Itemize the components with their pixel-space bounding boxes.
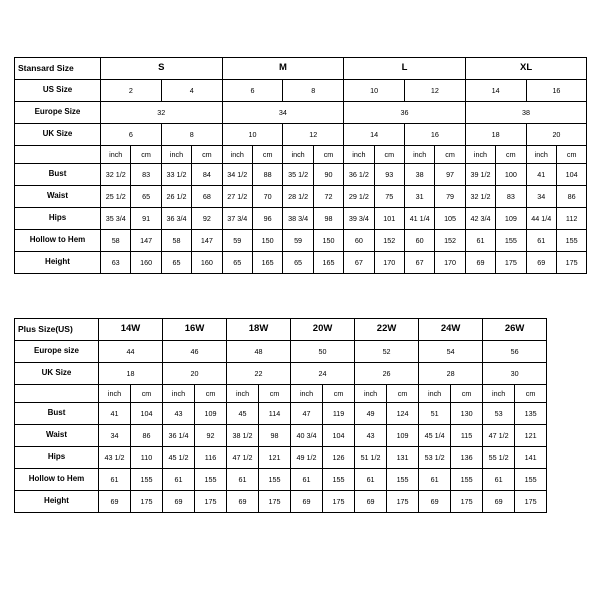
cell: 47 1/2 — [483, 425, 515, 447]
plus-size-table — [14, 318, 547, 513]
cell: 41 — [526, 164, 556, 186]
cell: 32 1/2 — [101, 164, 131, 186]
unit-cell: cm — [252, 146, 282, 164]
table-row — [15, 469, 547, 491]
table-row — [15, 252, 587, 274]
cell: 165 — [313, 252, 343, 274]
cell: 136 — [451, 447, 483, 469]
cell: 109 — [496, 208, 526, 230]
group-header-l: L — [344, 58, 466, 80]
cell: 38 — [465, 102, 587, 124]
cell: 165 — [252, 252, 282, 274]
cell: 18 — [99, 363, 163, 385]
table-row — [15, 425, 547, 447]
unit-cell: cm — [195, 385, 227, 403]
cell: 101 — [374, 208, 404, 230]
cell: 68 — [192, 186, 222, 208]
cell: 20 — [163, 363, 227, 385]
cell: 104 — [131, 403, 163, 425]
cell: 86 — [556, 186, 586, 208]
table-row-units — [15, 146, 587, 164]
cell: 155 — [323, 469, 355, 491]
cell: 59 — [222, 230, 252, 252]
row-label-bust: Bust — [15, 164, 101, 186]
cell: 100 — [496, 164, 526, 186]
cell: 20 — [526, 124, 587, 146]
cell: 32 1/2 — [465, 186, 495, 208]
table-row — [15, 208, 587, 230]
unit-cell: inch — [161, 146, 191, 164]
unit-cell: inch — [355, 385, 387, 403]
cell: 54 — [419, 341, 483, 363]
cell: 155 — [451, 469, 483, 491]
cell: 79 — [435, 186, 465, 208]
cell: 170 — [374, 252, 404, 274]
unit-cell: cm — [435, 146, 465, 164]
unit-cell: cm — [131, 146, 161, 164]
group-header-m: M — [222, 58, 344, 80]
cell: 126 — [323, 447, 355, 469]
cell: 69 — [419, 491, 451, 513]
cell: 61 — [99, 469, 131, 491]
cell: 116 — [195, 447, 227, 469]
cell: 34 — [222, 102, 344, 124]
unit-cell: inch — [101, 146, 131, 164]
cell: 38 1/2 — [227, 425, 259, 447]
cell: 4 — [161, 80, 222, 102]
cell: 69 — [227, 491, 259, 513]
cell: 112 — [556, 208, 586, 230]
unit-cell: cm — [451, 385, 483, 403]
table-row — [15, 403, 547, 425]
cell: 155 — [195, 469, 227, 491]
cell: 27 1/2 — [222, 186, 252, 208]
cell: 51 — [419, 403, 451, 425]
cell: 109 — [387, 425, 419, 447]
cell: 28 1/2 — [283, 186, 313, 208]
cell: 70 — [252, 186, 282, 208]
row-label-uk-size: UK Size — [15, 363, 99, 385]
unit-cell: cm — [515, 385, 547, 403]
table-row — [15, 341, 547, 363]
cell: 45 1/2 — [163, 447, 195, 469]
cell: 53 1/2 — [419, 447, 451, 469]
cell: 84 — [192, 164, 222, 186]
cell: 12 — [404, 80, 465, 102]
unit-cell: cm — [259, 385, 291, 403]
cell: 35 1/2 — [283, 164, 313, 186]
cell: 29 1/2 — [344, 186, 374, 208]
cell: 45 1/4 — [419, 425, 451, 447]
cell: 109 — [195, 403, 227, 425]
cell: 93 — [374, 164, 404, 186]
cell: 83 — [131, 164, 161, 186]
row-label-uk-size: UK Size — [15, 124, 101, 146]
cell: 150 — [252, 230, 282, 252]
cell: 141 — [515, 447, 547, 469]
cell: 36 1/2 — [344, 164, 374, 186]
cell: 60 — [404, 230, 434, 252]
cell: 42 3/4 — [465, 208, 495, 230]
cell: 44 — [99, 341, 163, 363]
cell: 83 — [496, 186, 526, 208]
cell: 104 — [556, 164, 586, 186]
cell: 58 — [101, 230, 131, 252]
cell: 61 — [355, 469, 387, 491]
cell: 69 — [99, 491, 131, 513]
cell: 98 — [259, 425, 291, 447]
plus-corner-label: Plus Size(US) — [15, 319, 99, 341]
cell: 150 — [313, 230, 343, 252]
cell: 16 — [404, 124, 465, 146]
cell: 18 — [465, 124, 526, 146]
cell: 26 1/2 — [161, 186, 191, 208]
cell: 43 1/2 — [99, 447, 131, 469]
unit-cell: inch — [99, 385, 131, 403]
unit-cell: inch — [283, 146, 313, 164]
cell: 58 — [161, 230, 191, 252]
row-label-height: Height — [15, 252, 101, 274]
table-row — [15, 102, 587, 124]
unit-cell: cm — [556, 146, 586, 164]
table-row — [15, 319, 547, 341]
row-label-bust: Bust — [15, 403, 99, 425]
cell: 30 — [483, 363, 547, 385]
cell: 34 — [526, 186, 556, 208]
cell: 6 — [222, 80, 283, 102]
cell: 44 1/4 — [526, 208, 556, 230]
cell: 36 — [344, 102, 466, 124]
cell: 32 — [101, 102, 223, 124]
cell: 147 — [192, 230, 222, 252]
cell: 22 — [227, 363, 291, 385]
standard-size-table — [14, 57, 587, 274]
table-row — [15, 491, 547, 513]
cell: 8 — [283, 80, 344, 102]
cell: 160 — [192, 252, 222, 274]
cell: 38 3/4 — [283, 208, 313, 230]
cell: 34 1/2 — [222, 164, 252, 186]
cell: 69 — [163, 491, 195, 513]
cell: 36 1/4 — [163, 425, 195, 447]
cell: 124 — [387, 403, 419, 425]
cell: 65 — [131, 186, 161, 208]
unit-cell: inch — [291, 385, 323, 403]
cell: 14 — [344, 124, 405, 146]
cell: 59 — [283, 230, 313, 252]
cell: 36 3/4 — [161, 208, 191, 230]
row-label-waist: Waist — [15, 186, 101, 208]
cell: 61 — [526, 230, 556, 252]
cell: 43 — [163, 403, 195, 425]
unit-row-corner — [15, 385, 99, 403]
cell: 96 — [252, 208, 282, 230]
cell: 69 — [291, 491, 323, 513]
table-row-units — [15, 385, 547, 403]
group-header-24w: 24W — [419, 319, 483, 341]
cell: 50 — [291, 341, 355, 363]
cell: 31 — [404, 186, 434, 208]
row-label-hips: Hips — [15, 208, 101, 230]
cell: 33 1/2 — [161, 164, 191, 186]
cell: 2 — [101, 80, 162, 102]
cell: 110 — [131, 447, 163, 469]
group-header-20w: 20W — [291, 319, 355, 341]
cell: 155 — [259, 469, 291, 491]
cell: 175 — [323, 491, 355, 513]
cell: 38 — [404, 164, 434, 186]
cell: 12 — [283, 124, 344, 146]
row-label-hollow-to-hem: Hollow to Hem — [15, 469, 99, 491]
group-header-s: S — [101, 58, 223, 80]
cell: 55 1/2 — [483, 447, 515, 469]
unit-cell: inch — [526, 146, 556, 164]
unit-cell: inch — [465, 146, 495, 164]
cell: 114 — [259, 403, 291, 425]
cell: 130 — [451, 403, 483, 425]
cell: 34 — [99, 425, 131, 447]
row-label-hips: Hips — [15, 447, 99, 469]
cell: 60 — [344, 230, 374, 252]
table-row — [15, 164, 587, 186]
cell: 86 — [131, 425, 163, 447]
table-row — [15, 58, 587, 80]
cell: 69 — [355, 491, 387, 513]
cell: 39 1/2 — [465, 164, 495, 186]
unit-cell: cm — [496, 146, 526, 164]
cell: 41 — [99, 403, 131, 425]
cell: 65 — [283, 252, 313, 274]
row-label-height: Height — [15, 491, 99, 513]
group-header-16w: 16W — [163, 319, 227, 341]
group-header-18w: 18W — [227, 319, 291, 341]
cell: 69 — [465, 252, 495, 274]
cell: 47 1/2 — [227, 447, 259, 469]
table-row — [15, 447, 547, 469]
cell: 61 — [291, 469, 323, 491]
cell: 61 — [227, 469, 259, 491]
cell: 25 1/2 — [101, 186, 131, 208]
cell: 51 1/2 — [355, 447, 387, 469]
cell: 131 — [387, 447, 419, 469]
cell: 65 — [222, 252, 252, 274]
cell: 26 — [355, 363, 419, 385]
cell: 92 — [192, 208, 222, 230]
cell: 121 — [259, 447, 291, 469]
cell: 35 3/4 — [101, 208, 131, 230]
unit-cell: cm — [131, 385, 163, 403]
cell: 91 — [131, 208, 161, 230]
cell: 39 3/4 — [344, 208, 374, 230]
cell: 147 — [131, 230, 161, 252]
unit-cell: cm — [313, 146, 343, 164]
cell: 61 — [465, 230, 495, 252]
cell: 69 — [483, 491, 515, 513]
cell: 175 — [131, 491, 163, 513]
cell: 8 — [161, 124, 222, 146]
unit-cell: inch — [227, 385, 259, 403]
cell: 56 — [483, 341, 547, 363]
row-label-europe-size: Europe size — [15, 341, 99, 363]
cell: 152 — [435, 230, 465, 252]
unit-cell: inch — [163, 385, 195, 403]
cell: 40 3/4 — [291, 425, 323, 447]
cell: 10 — [222, 124, 283, 146]
cell: 37 3/4 — [222, 208, 252, 230]
cell: 49 1/2 — [291, 447, 323, 469]
cell: 67 — [344, 252, 374, 274]
cell: 6 — [101, 124, 162, 146]
cell: 28 — [419, 363, 483, 385]
cell: 61 — [419, 469, 451, 491]
cell: 175 — [515, 491, 547, 513]
cell: 135 — [515, 403, 547, 425]
group-header-22w: 22W — [355, 319, 419, 341]
cell: 175 — [259, 491, 291, 513]
cell: 52 — [355, 341, 419, 363]
cell: 43 — [355, 425, 387, 447]
cell: 121 — [515, 425, 547, 447]
unit-cell: cm — [387, 385, 419, 403]
row-label-us-size: US Size — [15, 80, 101, 102]
row-label-europe-size: Europe Size — [15, 102, 101, 124]
table-row — [15, 230, 587, 252]
cell: 97 — [435, 164, 465, 186]
cell: 104 — [323, 425, 355, 447]
cell: 45 — [227, 403, 259, 425]
standard-corner-label: Stansard Size — [15, 58, 101, 80]
unit-cell: cm — [192, 146, 222, 164]
cell: 155 — [387, 469, 419, 491]
cell: 10 — [344, 80, 405, 102]
cell: 175 — [387, 491, 419, 513]
cell: 115 — [451, 425, 483, 447]
cell: 61 — [483, 469, 515, 491]
row-label-hollow-to-hem: Hollow to Hem — [15, 230, 101, 252]
cell: 24 — [291, 363, 355, 385]
cell: 63 — [101, 252, 131, 274]
cell: 90 — [313, 164, 343, 186]
unit-row-corner — [15, 146, 101, 164]
table-row — [15, 186, 587, 208]
group-header-26w: 26W — [483, 319, 547, 341]
cell: 69 — [526, 252, 556, 274]
table-row — [15, 124, 587, 146]
cell: 92 — [195, 425, 227, 447]
unit-cell: inch — [344, 146, 374, 164]
cell: 119 — [323, 403, 355, 425]
unit-cell: inch — [419, 385, 451, 403]
row-label-waist: Waist — [15, 425, 99, 447]
cell: 14 — [465, 80, 526, 102]
cell: 105 — [435, 208, 465, 230]
cell: 175 — [556, 252, 586, 274]
cell: 48 — [227, 341, 291, 363]
cell: 170 — [435, 252, 465, 274]
cell: 155 — [515, 469, 547, 491]
cell: 47 — [291, 403, 323, 425]
unit-cell: inch — [404, 146, 434, 164]
cell: 152 — [374, 230, 404, 252]
unit-cell: cm — [323, 385, 355, 403]
cell: 53 — [483, 403, 515, 425]
unit-cell: inch — [222, 146, 252, 164]
cell: 160 — [131, 252, 161, 274]
group-header-xl: XL — [465, 58, 587, 80]
cell: 72 — [313, 186, 343, 208]
cell: 155 — [496, 230, 526, 252]
cell: 155 — [556, 230, 586, 252]
cell: 175 — [195, 491, 227, 513]
cell: 88 — [252, 164, 282, 186]
table-row — [15, 80, 587, 102]
table-row — [15, 363, 547, 385]
cell: 75 — [374, 186, 404, 208]
unit-cell: inch — [483, 385, 515, 403]
unit-cell: cm — [374, 146, 404, 164]
cell: 155 — [131, 469, 163, 491]
cell: 175 — [451, 491, 483, 513]
cell: 61 — [163, 469, 195, 491]
cell: 67 — [404, 252, 434, 274]
cell: 41 1/4 — [404, 208, 434, 230]
cell: 98 — [313, 208, 343, 230]
cell: 16 — [526, 80, 587, 102]
cell: 46 — [163, 341, 227, 363]
cell: 65 — [161, 252, 191, 274]
cell: 49 — [355, 403, 387, 425]
cell: 175 — [496, 252, 526, 274]
group-header-14w: 14W — [99, 319, 163, 341]
